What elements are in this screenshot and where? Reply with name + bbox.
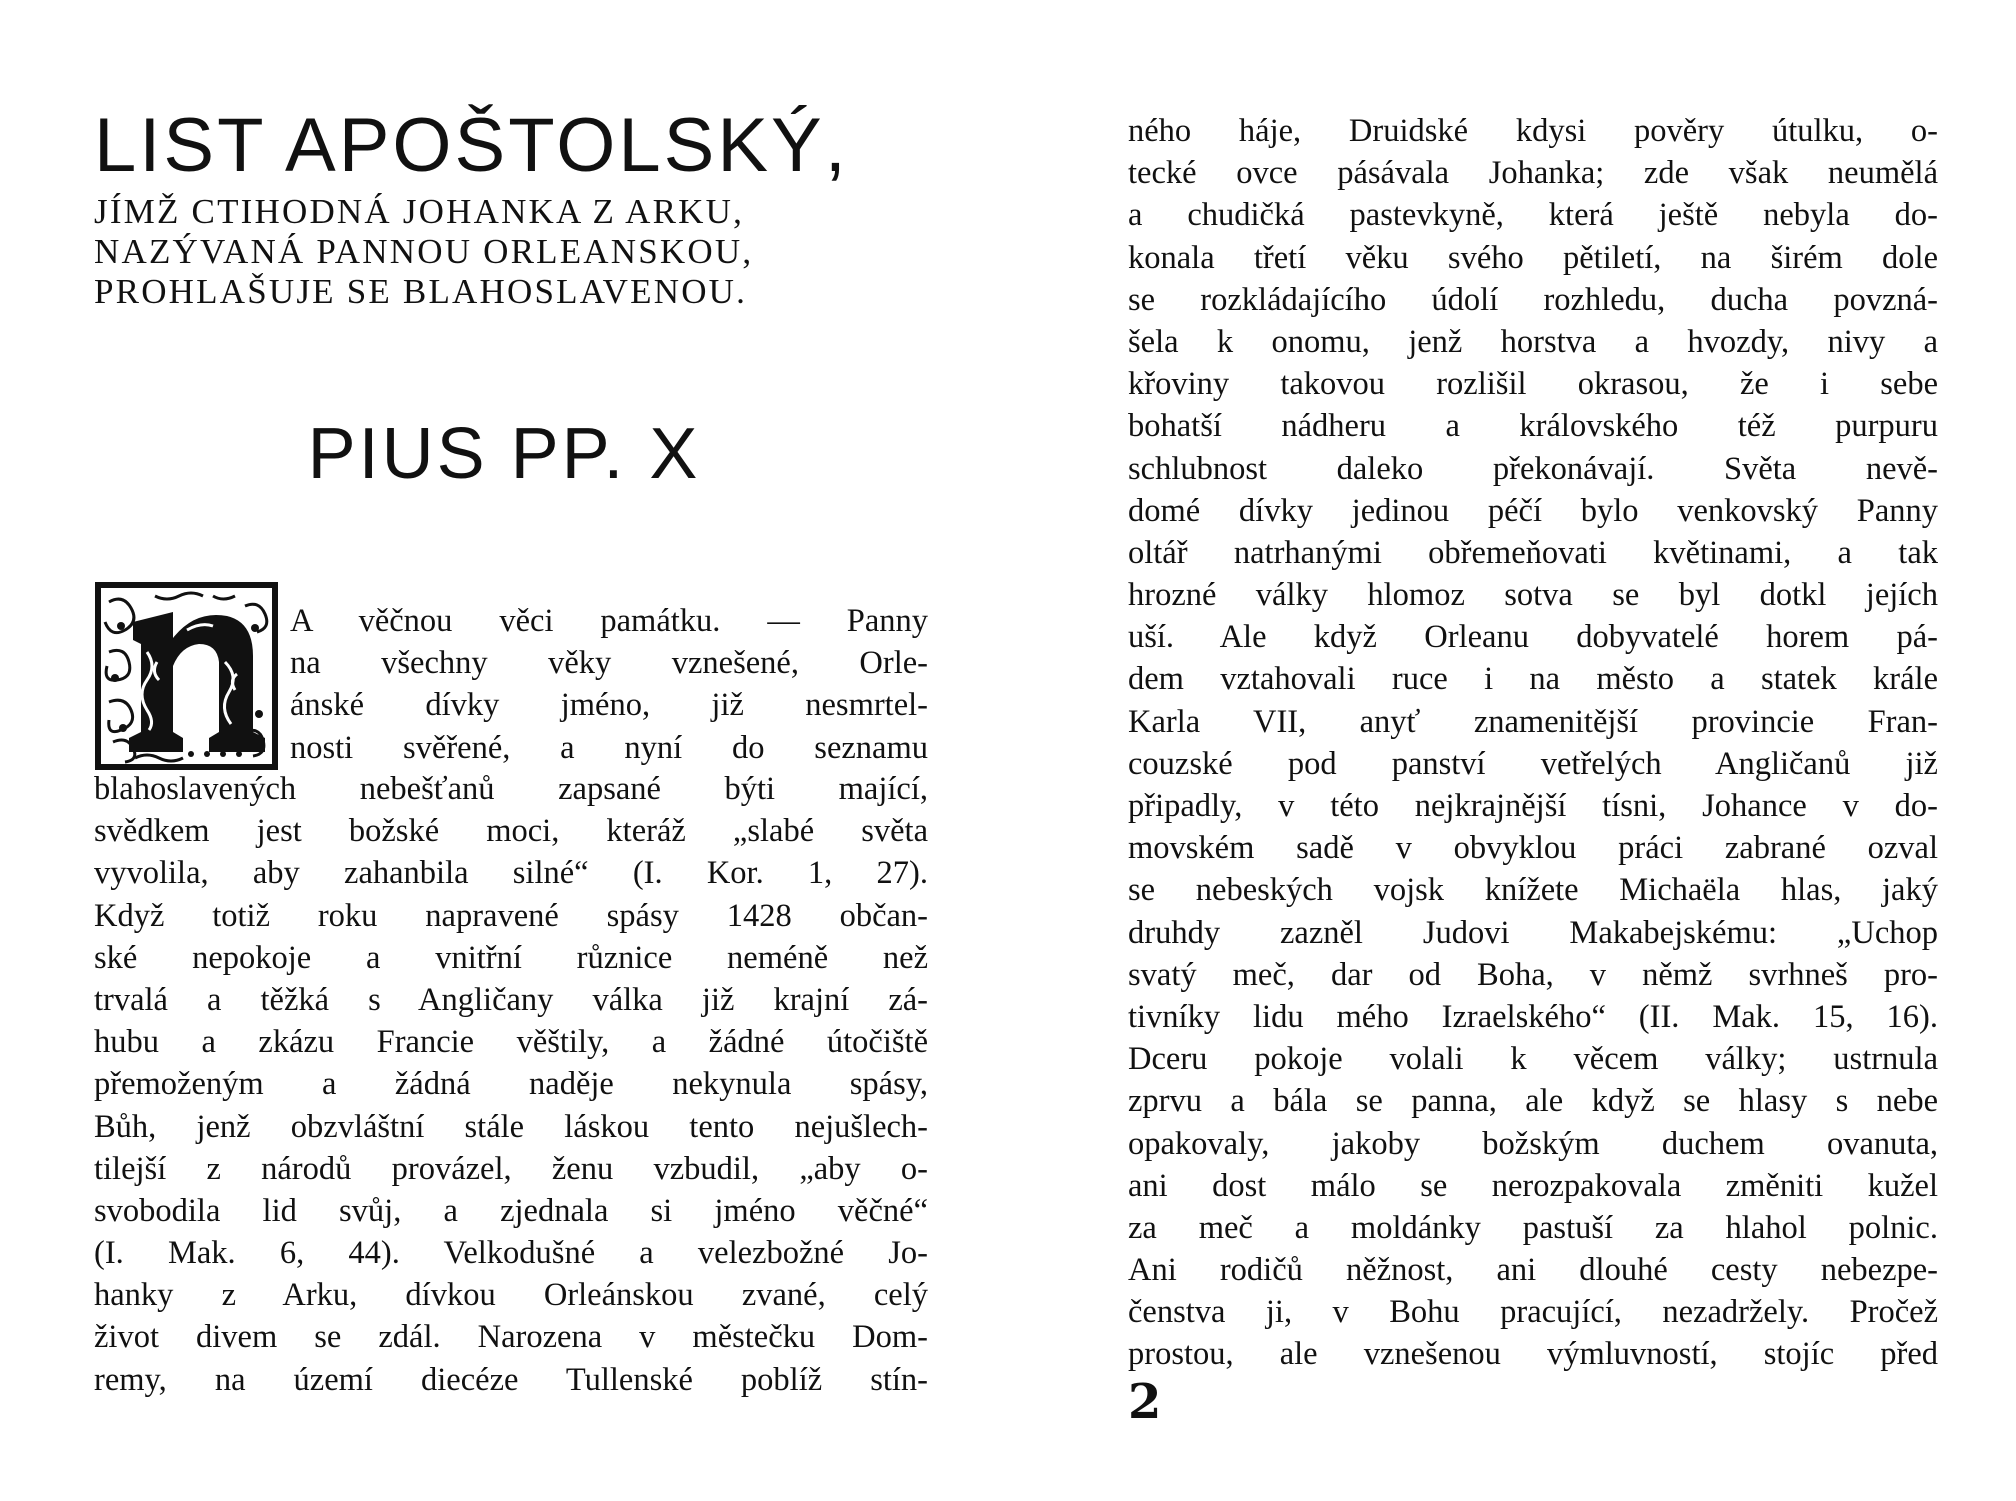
text-line: prostou, ale vznešenou výmluvností, stojíc před (1128, 1336, 1938, 1373)
text-line: Dceru pokoje volali k věcem války; ustrnula (1128, 1041, 1938, 1078)
text-line: přemoženým a žádná naděje nekynula spásy, (94, 1066, 928, 1103)
text-line: na všechny věky vznešené, Orle- (290, 645, 928, 682)
text-line: schlubnost daleko překonávají. Světa nevě- (1128, 450, 1938, 487)
text-line: šela k onomu, jenž horstva a hvozdy, nivy a (1128, 323, 1938, 360)
text-line: Ani rodičů něžnost, ani dlouhé cesty nebezpe- (1128, 1252, 1938, 1289)
text-line: movském sadě v obvyklou práci zabrané ozval (1128, 830, 1938, 867)
text-line: se nebeských vojsk knížete Michaëla hlas, jaký (1128, 872, 1938, 909)
text-line: uší. Ale když Orleanu dobyvatelé horem pá- (1128, 619, 1938, 656)
text-line: ani dost málo se nerozpakovala změniti kužel (1128, 1167, 1938, 1204)
text-line: Když totiž roku napravené spásy 1428 občan- (94, 897, 928, 934)
text-line: domé dívky jedinou péčí bylo venkovský Panny (1128, 492, 1938, 529)
text-line: za meč a moldánky pastuší za hlahol polnic. (1128, 1209, 1938, 1246)
text-line: křoviny takovou rozlišil okrasou, že i sebe (1128, 366, 1938, 403)
text-line: ské nepokoje a vnitřní různice neméně než (94, 939, 928, 976)
text-line: druhdy zazněl Judovi Makabejskému: „Uchop (1128, 914, 1938, 951)
text-line: ánské dívky jméno, již nesmrtel- (290, 687, 928, 724)
text-line: svědkem jest božské moci, kteráž „slabé světa (94, 813, 928, 850)
text-line: se rozkládajícího údolí rozhledu, ducha povzná- (1128, 281, 1938, 318)
text-line: vyvolila, aby zahanbila silné“ (I. Kor. 1, 27). (94, 855, 928, 892)
decorated-initial-n (95, 582, 278, 770)
left-page-body (94, 768, 928, 1401)
first-paragraph-opening (290, 600, 928, 769)
text-line: A věčnou věci památku. — Panny (290, 603, 928, 639)
page-number: 2 (1128, 1374, 1162, 1430)
subtitle-line: NAZÝVANÁ PANNOU ORLEANSKOU, (94, 232, 754, 271)
text-line: blahoslavených nebešťanů zapsané býti mající, (94, 771, 928, 807)
text-line: dem vztahovali ruce i na město a statek krále (1128, 661, 1938, 698)
document-title: LIST APOŠTOLSKÝ, (94, 103, 849, 188)
text-line: čenstva ji, v Bohu pracující, nezadržely. Pročež (1128, 1294, 1938, 1331)
text-line: život divem se zdál. Narozena v městečku Dom- (94, 1319, 928, 1356)
text-line: tilejší z národů provázel, ženu vzbudil, „aby o- (94, 1150, 928, 1187)
text-line: remy, na území diecéze Tullenské poblíž stín- (94, 1361, 928, 1398)
text-line: trvalá a těžká s Angličany válka již krajní zá- (94, 981, 928, 1018)
right-page-body (1128, 110, 1938, 1376)
text-line: připadly, v této nejkrajnější tísni, Johance v do- (1128, 788, 1938, 824)
subtitle-line: PROHLAŠUJE SE BLAHOSLAVENOU. (94, 272, 748, 311)
subtitle-line: JÍMŽ CTIHODNÁ JOHANKA Z ARKU, (94, 192, 745, 231)
right-page (1008, 0, 2016, 1501)
text-line: hubu a zkázu Francie věštily, a žádné útočiště (94, 1024, 928, 1061)
text-line: ného háje, Druidské kdysi pověry útulku, o- (1128, 113, 1938, 149)
text-line: Bůh, jenž obzvláštní stále láskou tento nejušlech- (94, 1108, 928, 1145)
text-line: tivníky lidu mého Izraelského“ (II. Mak. 15, 16). (1128, 998, 1938, 1035)
text-line: hanky z Arku, dívkou Orleánskou zvané, celý (94, 1277, 928, 1314)
text-line: konala třetí věku svého pětiletí, na širém dole (1128, 239, 1938, 276)
text-line: oltář natrhanými obřemeňovati květinami, a tak (1128, 534, 1938, 571)
text-line: hrozné války hlomoz sotva se byl dotkl jejích (1128, 577, 1938, 614)
text-line: svatý meč, dar od Boha, v němž svrhneš pro- (1128, 956, 1938, 993)
text-line: zprvu a bála se panna, ale když se hlasy s nebe (1128, 1083, 1938, 1120)
text-line: opakovaly, jakoby božským duchem ovanuta, (1128, 1125, 1938, 1162)
text-line: (I. Mak. 6, 44). Velkodušné a velezbožné Jo- (94, 1235, 928, 1272)
text-line: a chudičká pastevkyně, která ještě nebyla do- (1128, 197, 1938, 234)
text-line: couzské pod panství vetřelých Angličanů již (1128, 745, 1938, 782)
text-line: tecké ovce pásávala Johanka; zde však neumělá (1128, 155, 1938, 192)
text-line: bohatší nádheru a královského též purpuru (1128, 408, 1938, 445)
text-line: svobodila lid svůj, a zjednala si jméno věčné“ (94, 1192, 928, 1229)
text-line: nosti svěřené, a nyní do seznamu (290, 729, 928, 766)
document-subtitle (94, 192, 954, 312)
text-line: Karla VII, anyť znamenitější provincie Fran- (1128, 703, 1938, 740)
author-heading: PIUS PP. X (307, 414, 701, 494)
